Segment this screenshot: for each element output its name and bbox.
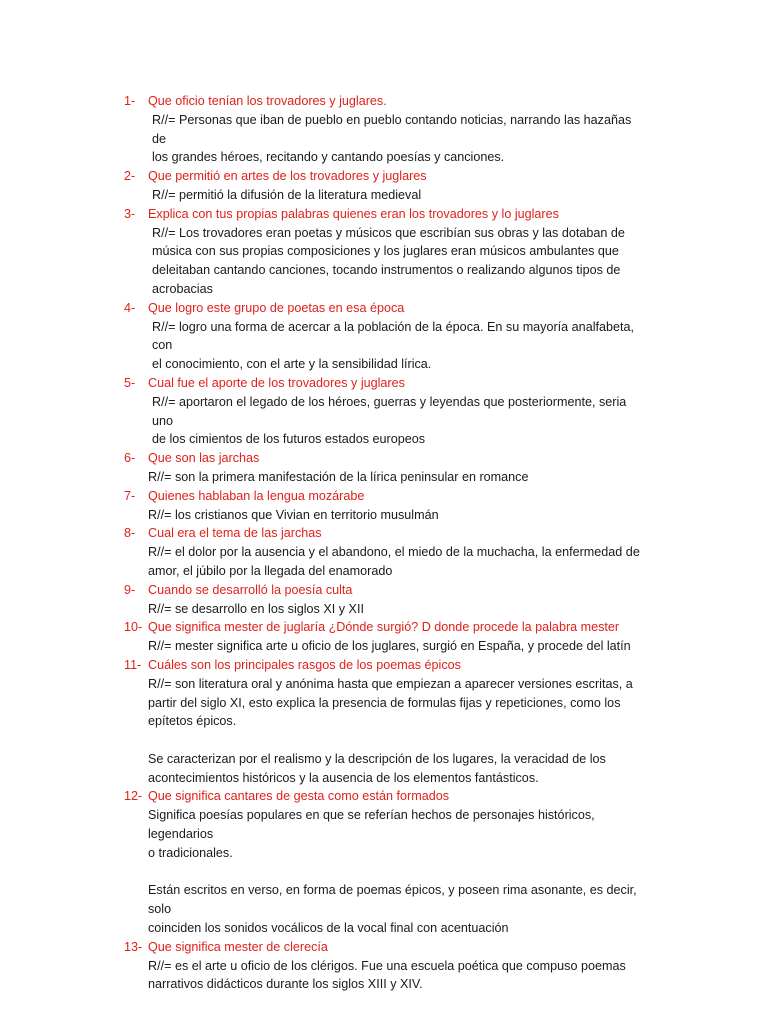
question-heading bbox=[124, 449, 644, 468]
question-text: Que permitió en artes de los trovadores y juglares bbox=[148, 169, 427, 184]
question-item-6 bbox=[124, 449, 644, 487]
question-text: Que oficio tenían los trovadores y juglares. bbox=[148, 94, 387, 108]
answer-line: R//= es el arte u oficio de los clérigos. Fue una escuela poética que compuso poemas bbox=[148, 958, 626, 973]
question-number: 10- bbox=[124, 620, 143, 635]
answer-line: Se caracterizan por el realismo y la descripción de los lugares, la veracidad de los bbox=[148, 751, 606, 766]
answer-line: R//= aportaron el legado de los héroes, guerras y leyendas que posteriormente, seria uno bbox=[152, 394, 627, 428]
answer-line: R//= los cristianos que Vivian en territorio musulmán bbox=[148, 507, 439, 522]
question-heading bbox=[124, 205, 644, 224]
question-text: Cuando se desarrolló la poesía culta bbox=[148, 582, 353, 597]
question-number: 2- bbox=[124, 169, 136, 184]
question-number: 3- bbox=[124, 206, 136, 221]
question-heading bbox=[124, 92, 644, 111]
question-text: Explica con tus propias palabras quienes eran los trovadores y lo juglares bbox=[148, 206, 559, 221]
question-text: Que significa mester de juglaría ¿Dónde surgió? D donde procede la palabra mester bbox=[148, 620, 620, 635]
question-heading bbox=[124, 618, 644, 637]
question-text: Cual fue el aporte de los trovadores y juglares bbox=[148, 375, 405, 390]
question-number: 1- bbox=[124, 94, 136, 108]
question-number: 11- bbox=[124, 657, 142, 672]
question-number: 9- bbox=[124, 582, 136, 597]
answer-line: R//= Personas que iban de pueblo en pueblo contando noticias, narrando las hazañas de bbox=[152, 112, 632, 146]
answer-line: amor, el júbilo por la llegada del enamorado bbox=[148, 563, 393, 578]
question-heading bbox=[124, 487, 644, 506]
answer-line: R//= son literatura oral y anónima hasta que empiezan a aparecer versiones escritas, a bbox=[148, 676, 633, 691]
answer-line: epítetos épicos. bbox=[148, 714, 237, 729]
answer-line: o tradicionales. bbox=[148, 845, 233, 860]
question-heading bbox=[124, 374, 644, 393]
answer-line: partir del siglo XI, esto explica la presencia de formulas fijas y repeticiones, como los bbox=[148, 695, 621, 710]
answer-line: acrobacias bbox=[152, 281, 213, 296]
question-text: Que significa mester de clerecía bbox=[148, 939, 328, 954]
answer-line: el conocimiento, con el arte y la sensibilidad lírica. bbox=[152, 357, 432, 372]
question-item-2 bbox=[124, 167, 644, 205]
answer-line: narrativos didácticos durante los siglos XIII y XIV. bbox=[148, 977, 423, 992]
question-item-8 bbox=[124, 524, 644, 580]
answer-line: música con sus propias composiciones y los juglares eran músicos ambulantes que bbox=[152, 244, 619, 259]
answer-line: R//= el dolor por la ausencia y el abandono, el miedo de la muchacha, la enfermedad de bbox=[148, 545, 640, 560]
question-text: Quienes hablaban la lengua mozárabe bbox=[148, 488, 365, 503]
question-number: 12- bbox=[124, 789, 143, 804]
paragraph-gap bbox=[124, 863, 644, 882]
question-item-9 bbox=[124, 581, 644, 619]
question-heading bbox=[124, 167, 644, 186]
answer-line: de los cimientos de los futuros estados europeos bbox=[152, 432, 426, 447]
answer-line: los grandes héroes, recitando y cantando poesías y canciones. bbox=[152, 150, 505, 165]
question-number: 13- bbox=[124, 939, 143, 954]
question-number: 5- bbox=[124, 375, 136, 390]
question-list bbox=[124, 92, 644, 994]
question-heading bbox=[124, 299, 644, 318]
question-item-1 bbox=[124, 92, 644, 167]
question-number: 7- bbox=[124, 488, 136, 503]
answer-line: R//= se desarrollo en los siglos XI y XII bbox=[148, 601, 364, 616]
answer-line: R//= son la primera manifestación de la lírica peninsular en romance bbox=[148, 469, 529, 484]
answer-line: Significa poesías populares en que se referían hechos de personajes históricos, legendarios bbox=[148, 808, 595, 842]
question-number: 8- bbox=[124, 526, 136, 541]
question-text: Cual era el tema de las jarchas bbox=[148, 526, 322, 541]
answer-line: acontecimientos históricos y la ausencia de los elementos fantásticos. bbox=[148, 770, 539, 785]
question-heading bbox=[124, 524, 644, 543]
question-item-5 bbox=[124, 374, 644, 449]
answer-line: R//= logro una forma de acercar a la población de la época. En su mayoría analfabeta, con bbox=[152, 319, 635, 353]
question-item-10 bbox=[124, 618, 644, 656]
paragraph-gap bbox=[124, 731, 644, 750]
question-number: 6- bbox=[124, 451, 136, 466]
question-heading bbox=[124, 656, 644, 675]
question-item-13 bbox=[124, 938, 644, 994]
answer-line: R//= permitió la difusión de la literatura medieval bbox=[152, 187, 422, 202]
answer-line: Están escritos en verso, en forma de poemas épicos, y poseen rima asonante, es decir, solo bbox=[148, 883, 637, 917]
question-item-11 bbox=[124, 656, 644, 788]
answer-line: R//= mester significa arte u oficio de los juglares, surgió en España, y procede del latín bbox=[148, 639, 631, 654]
question-text: Que logro este grupo de poetas en esa época bbox=[148, 300, 405, 315]
answer-line: deleitaban cantando canciones, tocando instrumentos o realizando algunos tipos de bbox=[152, 263, 621, 278]
answer-line: coinciden los sonidos vocálicos de la vocal final con acentuación bbox=[148, 921, 509, 936]
question-heading bbox=[124, 787, 644, 806]
question-item-12 bbox=[124, 787, 644, 937]
question-text: Cuáles son los principales rasgos de los poemas épicos bbox=[148, 657, 461, 672]
question-item-4 bbox=[124, 299, 644, 374]
question-item-7 bbox=[124, 487, 644, 525]
question-text: Que son las jarchas bbox=[148, 451, 260, 466]
answer-line: R//= Los trovadores eran poetas y músicos que escribían sus obras y las dotaban de bbox=[152, 225, 625, 240]
question-heading bbox=[124, 581, 644, 600]
question-number: 4- bbox=[124, 300, 136, 315]
question-text: Que significa cantares de gesta como están formados bbox=[148, 789, 450, 804]
question-item-3 bbox=[124, 205, 644, 299]
question-heading bbox=[124, 938, 644, 957]
